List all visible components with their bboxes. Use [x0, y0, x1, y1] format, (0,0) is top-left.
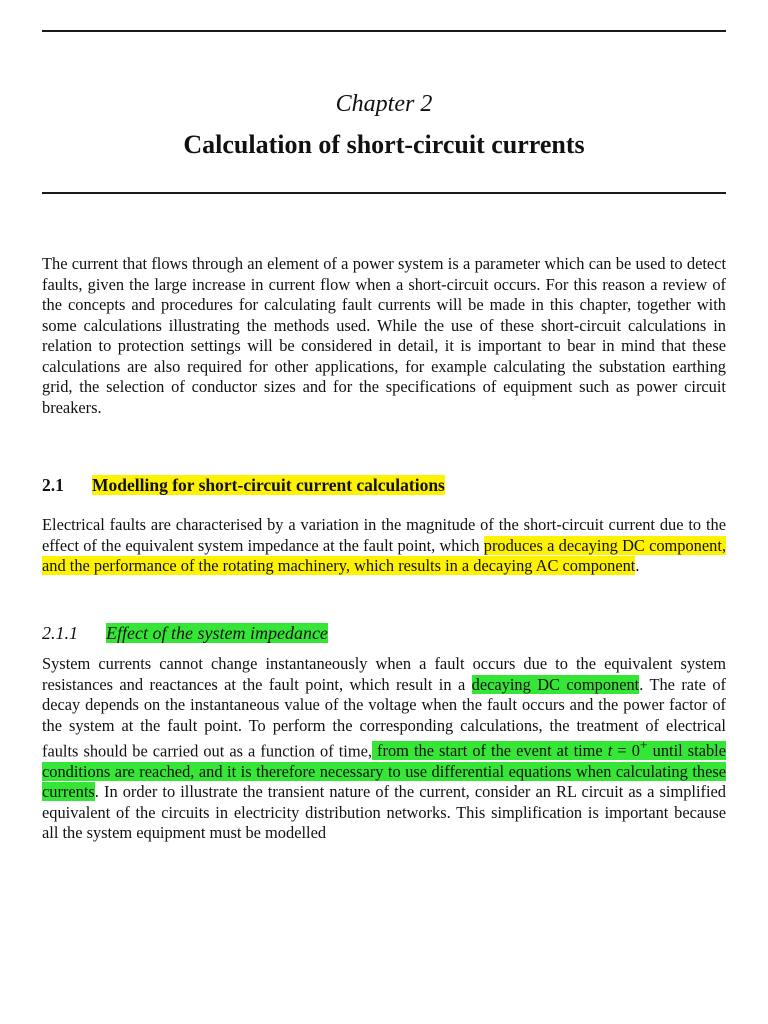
yellow-highlight: produces a decaying DC component, and the performance of the rotating machinery, which results in a decaying AC component: [42, 535, 726, 575]
text-run: . In order to illustrate the transient nature of the current, consider an RL circuit as a simplified equivalent of the circuits in electricity distribution networks. This simplification is important because all the system equipment must be modelled: [42, 782, 726, 843]
text-run: .: [635, 556, 640, 575]
math-equals: = 0: [612, 741, 640, 761]
text-run: . The rate of decay depends on the instantaneous value of the voltage when the fault occurs and the power factor of the system at the fault point. To perform the corresponding calculations, the treatment of electrical faults should be carried out as a function of time,: [42, 674, 726, 761]
green-highlight: decaying DC component: [471, 674, 640, 694]
text-run: from the start of the event at time: [372, 741, 608, 761]
intro-paragraph: The current that flows through an element of a power system is a parameter which can be used to detect faults, given the large increase in current flow when a short-circuit occurs. For this reason a review of the concepts and procedures for calculating fault currents will be made in this chapter, together with some calculations illustrating the methods used. While the use of these short-circuit calculations in relation to protection settings will be considered in detail, it is important to bear in mind that these calculations are also required for other applications, for example calculating the substation earthing grid, the selection of conductor sizes and for the specifications of equipment such as power circuit breakers.: [42, 254, 726, 417]
title-rule: [42, 192, 726, 194]
text-run: Electrical faults are characterised by a variation in the magnitude of the short-circuit current due to the effect of the equivalent system impedance at the fault point, which: [42, 515, 726, 555]
section-title-highlight: Modelling for short-circuit current calculations: [92, 475, 445, 495]
subsection-number: 2.1.1: [42, 623, 78, 643]
section-2-1-1-paragraph: [42, 654, 726, 844]
section-2-1-1-heading: [42, 622, 328, 644]
chapter-title: Calculation of short-circuit currents: [183, 130, 585, 159]
section-2-1-heading: [42, 474, 445, 496]
top-rule: [42, 30, 726, 32]
section-2-1-paragraph: [42, 515, 726, 577]
subsection-title-highlight: Effect of the system impedance: [106, 623, 328, 643]
math-variable: t: [607, 741, 613, 761]
math-superscript: +: [639, 738, 648, 753]
text-run: until stable conditions are reached, and it is therefore necessary to use differential equations when calculating these currents: [42, 741, 726, 802]
text-run: System currents cannot change instantaneously when a fault occurs due to the equivalent system resistances and reactances at the fault point, which result in a: [42, 654, 726, 694]
chapter-label: Chapter 2: [335, 91, 433, 117]
section-number: 2.1: [42, 475, 64, 495]
